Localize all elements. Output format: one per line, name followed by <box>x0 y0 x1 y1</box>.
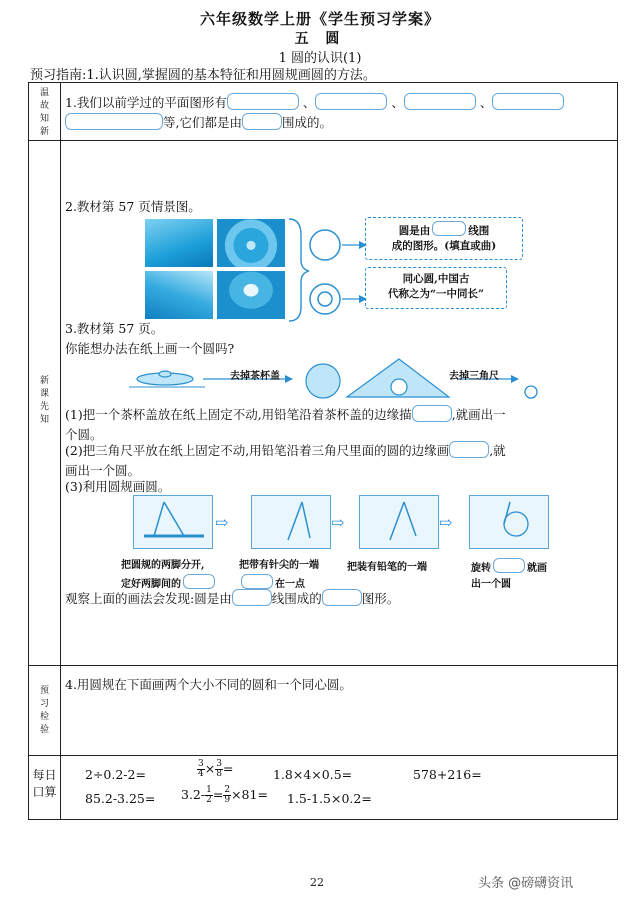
calc-4: 578+216= <box>413 767 482 782</box>
section-label-review: 温 故 知 新 <box>39 88 49 137</box>
calc-6: 3.2- $\frac{1}{2}$ = $\frac{2}{9}$ ×81= <box>181 785 268 805</box>
method-1: (1)把一个茶杯盖放在纸上固定不动,用铅笔沿着茶杯盖的边缘描 ,就画出一 个圆。 <box>65 407 506 442</box>
photo-water-ripple <box>145 219 213 267</box>
step-arrow-icon: ⇨ <box>215 513 229 532</box>
answer-blank[interactable] <box>315 93 387 110</box>
item-3-heading: 3.教材第 57 页。 你能想办法在纸上画一个圆吗? <box>65 321 235 356</box>
hint-box-curve: 圆是由 线围 成的图形。(填直或曲) <box>365 217 523 260</box>
step-caption-2: 把带有针尖的一端 在一点 <box>239 560 319 590</box>
answer-blank[interactable] <box>404 93 476 110</box>
preview-guide: 预习指南:1.认识圆,掌握圆的基本特征和用圆规画圆的方法。 <box>30 68 376 83</box>
arrow-label-cup-lid: 去掉茶杯盖 <box>230 371 280 382</box>
calc-3: 1.8×4×0.5= <box>273 767 353 782</box>
answer-blank[interactable] <box>227 93 299 110</box>
step-caption-4: 旋转 就画 出一个圆 <box>471 558 547 593</box>
answer-blank[interactable] <box>65 113 163 130</box>
compass-step-4 <box>469 495 549 549</box>
step-caption-1: 把圆规的两脚分开, 定好两脚间的 <box>121 558 217 593</box>
watermark: 头条 @磅礴资讯 <box>478 876 574 891</box>
answer-blank[interactable] <box>183 574 215 589</box>
hint-box-concentric: 同心圆,中国古 代称之为“一中同长” <box>365 267 507 309</box>
compass-step-2 <box>251 495 331 549</box>
answer-blank[interactable] <box>449 441 489 458</box>
compass-step-3 <box>359 495 439 549</box>
review-question: 1.我们以前学过的平面图形有 、 、 、 等,它们都是由 围成的。 <box>65 93 611 133</box>
answer-blank[interactable] <box>412 405 452 422</box>
lesson-title: 1 圆的认识(1) <box>278 51 362 66</box>
answer-blank[interactable] <box>241 574 273 589</box>
method-2: (2)把三角尺平放在纸上固定不动,用铅笔沿着三角尺里面的圆的边缘画 ,就 画出一个圆。 <box>65 443 506 478</box>
item-4-question: 4.用圆规在下面画两个大小不同的圆和一个同心圆。 <box>65 677 352 692</box>
answer-blank[interactable] <box>492 93 564 110</box>
row-divider <box>29 140 617 141</box>
answer-blank[interactable] <box>242 113 282 130</box>
answer-blank[interactable] <box>432 221 466 236</box>
answer-blank[interactable] <box>322 589 362 606</box>
section-label-check: 预 习 检 验 <box>39 686 49 735</box>
section-label-new-lesson: 新 课 先 知 <box>39 376 49 425</box>
page-number: 22 <box>310 876 324 889</box>
calc-5: 85.2-3.25= <box>85 791 156 806</box>
small-circle-result <box>523 384 539 400</box>
column-divider <box>60 83 61 819</box>
photo-ferris-wheel <box>217 219 285 267</box>
arrow-label-triangle: 去掉三角尺 <box>449 371 499 382</box>
calc-2: $\frac{3}{4}$ × $\frac{3}{8}$ = <box>198 759 234 779</box>
step-arrow-icon: ⇨ <box>331 513 345 532</box>
step-caption-3: 把装有铅笔的一端 <box>347 562 427 573</box>
row-divider <box>29 755 617 756</box>
row-divider <box>29 665 617 666</box>
observation: 观察上面的画法会发现:圆是由 线围成的 图形。 <box>65 591 400 606</box>
section-label-daily: 每日 口算 <box>32 768 57 799</box>
brace-and-circles <box>287 215 377 325</box>
answer-blank[interactable] <box>232 589 272 606</box>
calc-1: 2÷0.2-2= <box>85 767 146 782</box>
page-title: 六年级数学上册《学生预习学案》 <box>199 10 440 28</box>
item-2-heading: 2.教材第 57 页情景图。 <box>65 199 201 214</box>
photo-fountain <box>217 271 285 319</box>
answer-blank[interactable] <box>493 558 525 573</box>
compass-step-1 <box>133 495 213 549</box>
worksheet-table <box>28 82 618 820</box>
step-arrow-icon: ⇨ <box>439 513 453 532</box>
method-3: (3)利用圆规画圆。 <box>65 479 171 494</box>
photo-ripples <box>145 271 213 319</box>
calc-7: 1.5-1.5×0.2= <box>287 791 372 806</box>
tracing-illustration <box>127 357 527 407</box>
unit-title: 五 圆 <box>294 31 346 47</box>
